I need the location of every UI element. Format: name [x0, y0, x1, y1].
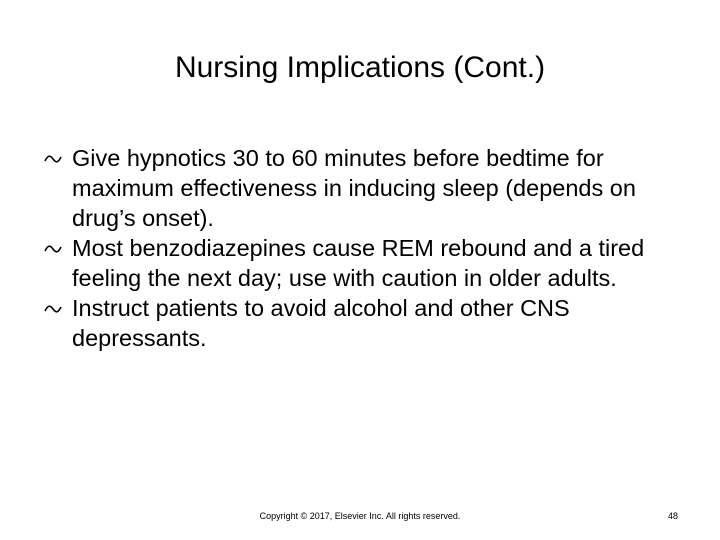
- wavy-dash-icon: [44, 153, 62, 165]
- slide-title: Nursing Implications (Cont.): [174, 51, 546, 84]
- copyright-footer: Copyright © 2017, Elsevier Inc. All rights reserved.: [259, 511, 461, 521]
- bullet-text: Most benzodiazepines cause REM rebound and a tired feeling the next day; use with caution in older adults.: [72, 235, 645, 291]
- page-number: 48: [667, 511, 678, 521]
- bullet-item: [44, 233, 684, 293]
- bullet-item: [44, 293, 684, 353]
- bullet-text: Instruct patients to avoid alcohol and other CNS depressants.: [72, 295, 570, 351]
- bullet-text: Give hypnotics 30 to 60 minutes before bedtime for maximum effectiveness in inducing sleep (depends on drug’s onset).: [72, 145, 636, 231]
- wavy-dash-icon: [44, 243, 62, 255]
- bullet-list: [44, 143, 684, 353]
- bullet-item: [44, 143, 684, 233]
- wavy-dash-icon: [44, 303, 62, 315]
